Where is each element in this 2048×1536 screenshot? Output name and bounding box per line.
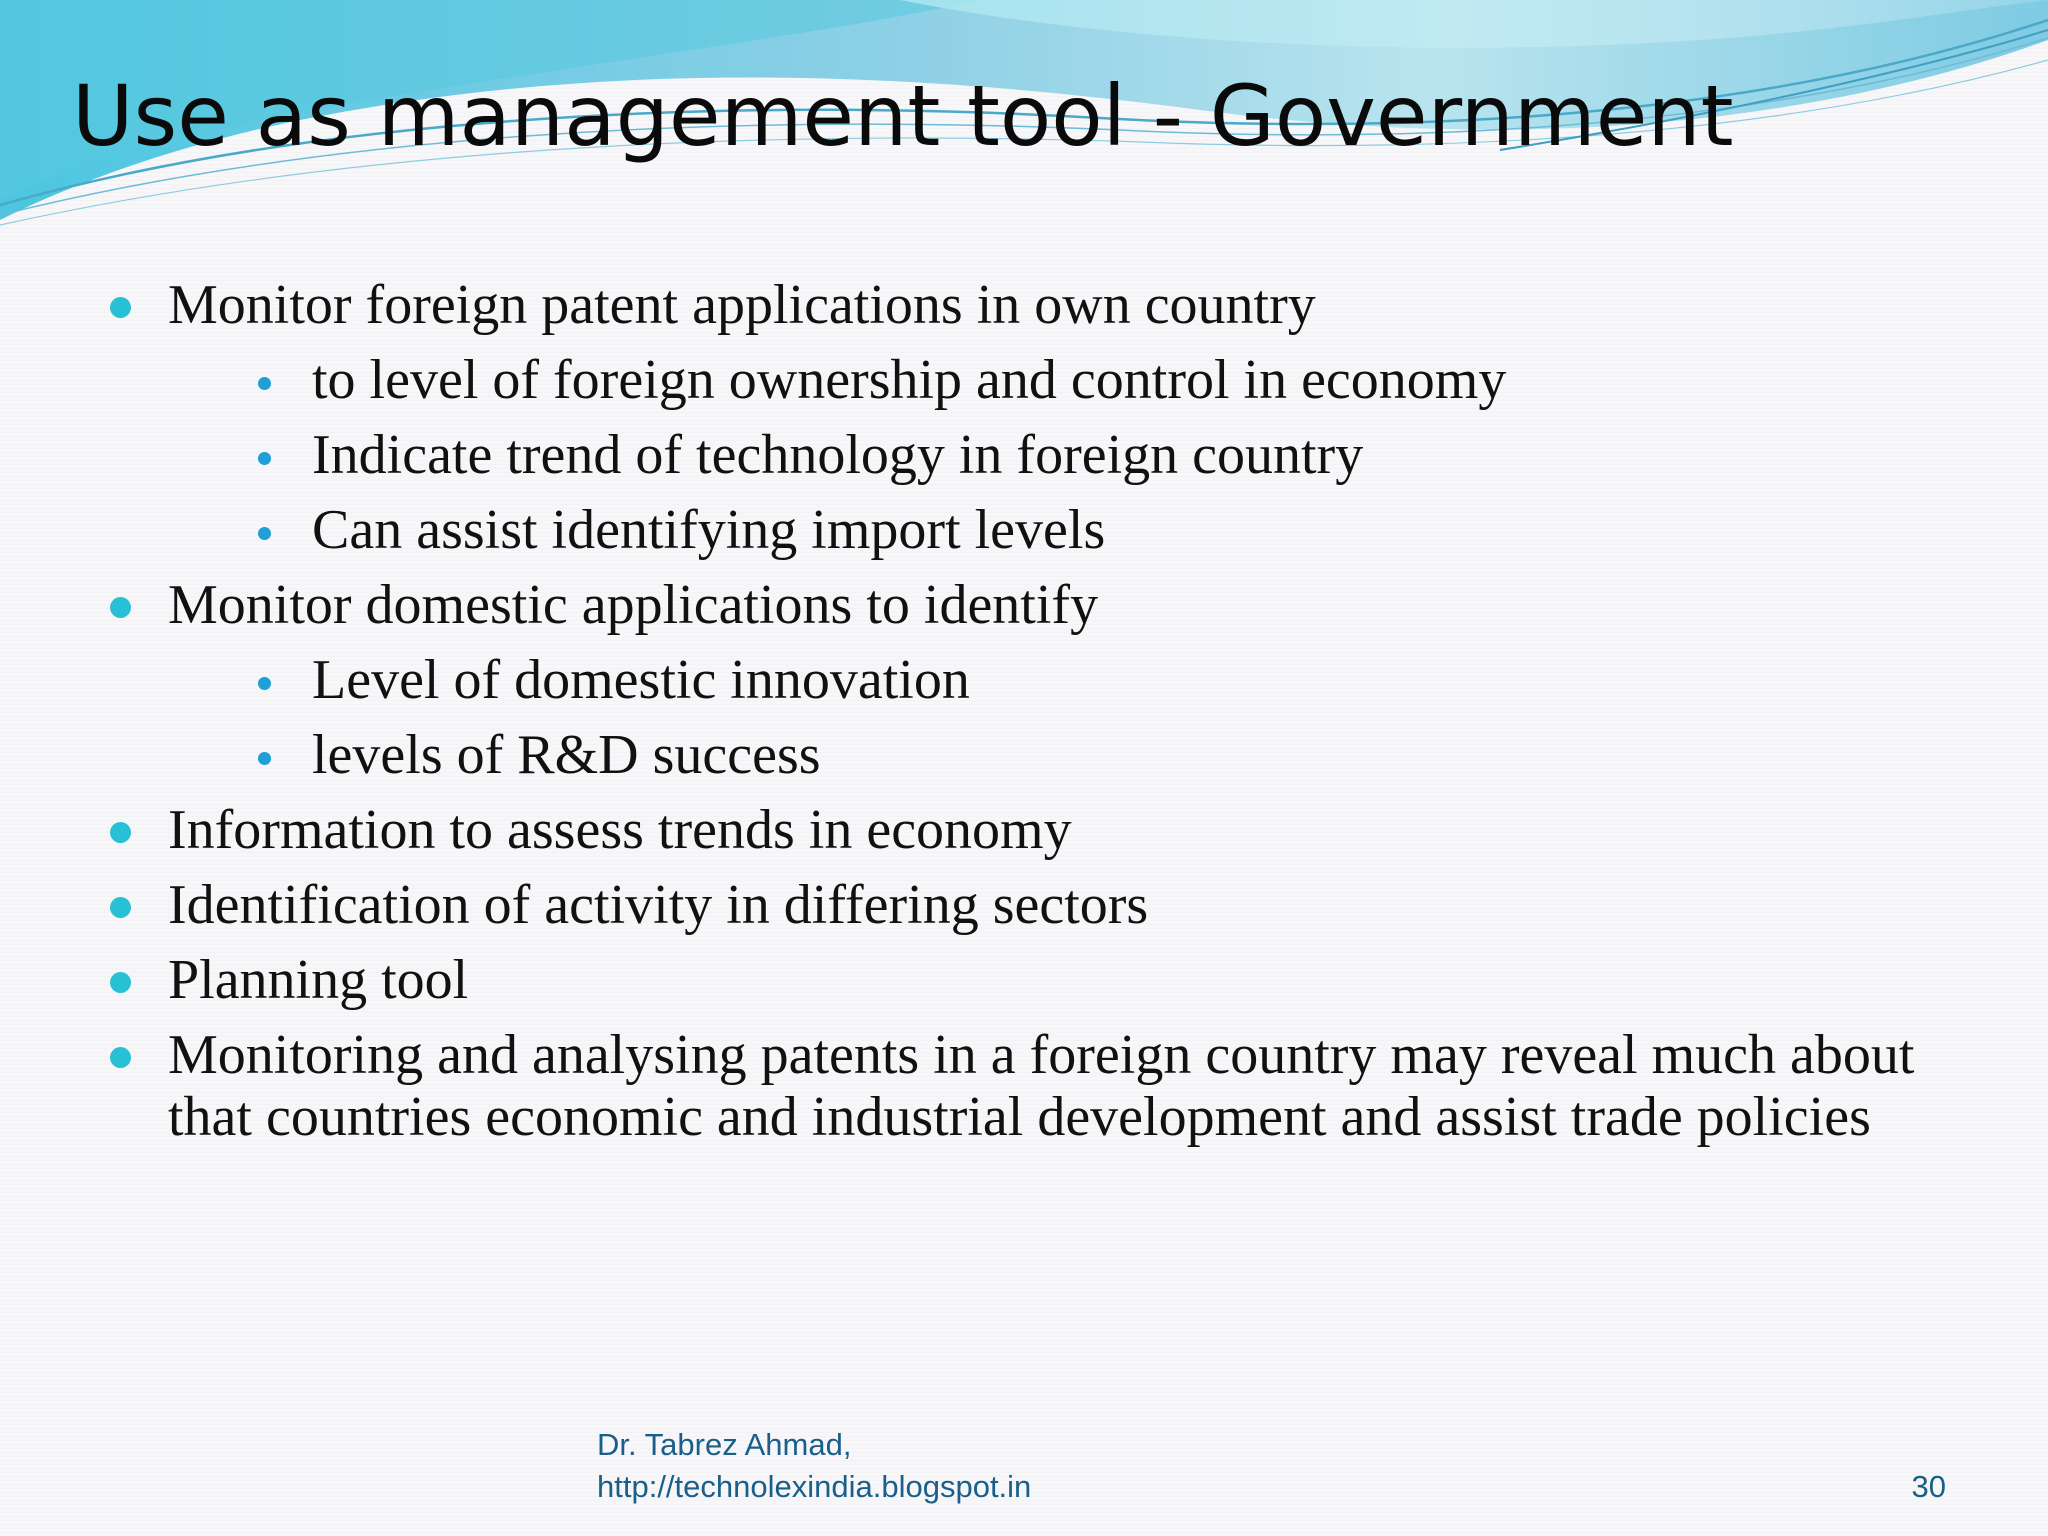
sub-bullet-text: to level of foreign ownership and control in economy xyxy=(312,349,1507,411)
bullet-list xyxy=(0,274,2048,1161)
slide-title: Use as management tool - Government xyxy=(72,67,1734,165)
sub-bullet-dot-icon xyxy=(258,452,271,465)
bullet-dot-icon xyxy=(110,1047,131,1068)
sub-bullet-text: Indicate trend of technology in foreign country xyxy=(312,424,1364,486)
sub-bullet-dot-icon xyxy=(258,752,271,765)
bullet-dot-icon xyxy=(110,897,131,918)
bullet-dot-icon xyxy=(110,597,131,618)
bullet-item xyxy=(0,1024,1948,1148)
bullet-text: Information to assess trends in economy xyxy=(168,799,1072,861)
sub-bullet-item xyxy=(0,649,1912,711)
bullet-item xyxy=(0,949,1948,1011)
sub-bullet-item xyxy=(0,499,1912,561)
sub-bullet-dot-icon xyxy=(258,677,271,690)
sub-bullet-dot-icon xyxy=(258,527,271,540)
sub-bullet-text: Level of domestic innovation xyxy=(312,649,970,711)
bullet-text: Monitor foreign patent applications in own country xyxy=(168,274,1316,336)
bullet-text: Planning tool xyxy=(168,949,469,1011)
bullet-dot-icon xyxy=(110,972,131,993)
bullet-item xyxy=(0,799,1948,861)
bullet-item xyxy=(0,274,1948,336)
footer-url-link[interactable]: http://technolexindia.blogspot.in xyxy=(597,1469,1032,1504)
footer-author-name: Dr. Tabrez Ahmad, xyxy=(597,1427,852,1462)
footer-attribution xyxy=(597,1424,1031,1508)
bullet-text: Identification of activity in differing sectors xyxy=(168,874,1149,936)
bullet-item xyxy=(0,574,1948,636)
bullet-text: Monitoring and analysing patents in a foreign country may reveal much about that countries economic and industrial development and assist trade policies xyxy=(168,1024,1915,1148)
bullet-item xyxy=(0,874,1948,936)
sub-bullet-dot-icon xyxy=(258,377,271,390)
sub-bullet-item xyxy=(0,724,1912,786)
page-number: 30 xyxy=(1911,1469,1946,1504)
sub-bullet-text: Can assist identifying import levels xyxy=(312,499,1106,561)
sub-bullet-item xyxy=(0,349,1912,411)
bullet-text: Monitor domestic applications to identify xyxy=(168,574,1099,636)
bullet-dot-icon xyxy=(110,297,131,318)
bullet-dot-icon xyxy=(110,822,131,843)
sub-bullet-text: levels of R&D success xyxy=(312,724,821,786)
sub-bullet-item xyxy=(0,424,1912,486)
